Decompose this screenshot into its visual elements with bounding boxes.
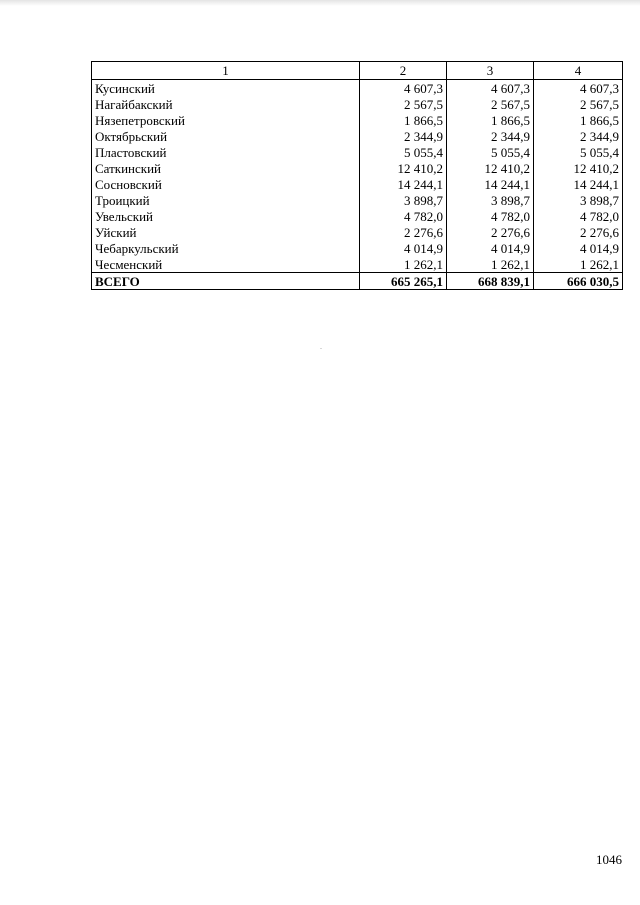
value-col-2: 1 262,1 [360, 256, 447, 273]
district-name: Октябрьский [92, 128, 360, 144]
value-col-3: 2 344,9 [447, 128, 534, 144]
table-row [92, 96, 623, 112]
value-col-4: 4 782,0 [534, 208, 623, 224]
total-col-2: 665 265,1 [360, 273, 447, 290]
value-col-2: 2 567,5 [360, 96, 447, 112]
district-name: Нагайбакский [92, 96, 360, 112]
value-col-3: 1 262,1 [447, 256, 534, 273]
column-header-4: 4 [534, 62, 623, 80]
value-col-3: 1 866,5 [447, 112, 534, 128]
value-col-4: 2 276,6 [534, 224, 623, 240]
table-row [92, 160, 623, 176]
value-col-4: 12 410,2 [534, 160, 623, 176]
value-col-2: 4 607,3 [360, 80, 447, 97]
district-name: Сосновский [92, 176, 360, 192]
table-row [92, 144, 623, 160]
column-header-1: 1 [92, 62, 360, 80]
value-col-4: 2 567,5 [534, 96, 623, 112]
table-row [92, 256, 623, 273]
column-header-3: 3 [447, 62, 534, 80]
value-col-4: 3 898,7 [534, 192, 623, 208]
value-col-4: 4 607,3 [534, 80, 623, 97]
district-name: Уйский [92, 224, 360, 240]
district-name: Саткинский [92, 160, 360, 176]
value-col-3: 3 898,7 [447, 192, 534, 208]
district-name: Троицкий [92, 192, 360, 208]
value-col-4: 5 055,4 [534, 144, 623, 160]
value-col-3: 5 055,4 [447, 144, 534, 160]
total-row [92, 273, 623, 290]
value-col-3: 2 276,6 [447, 224, 534, 240]
district-name: Чесменский [92, 256, 360, 273]
value-col-3: 2 567,5 [447, 96, 534, 112]
value-col-3: 12 410,2 [447, 160, 534, 176]
total-label: ВСЕГО [92, 273, 360, 290]
district-name: Кусинский [92, 80, 360, 97]
value-col-4: 14 244,1 [534, 176, 623, 192]
district-name: Чебаркульский [92, 240, 360, 256]
value-col-2: 5 055,4 [360, 144, 447, 160]
value-col-3: 4 014,9 [447, 240, 534, 256]
value-col-2: 4 782,0 [360, 208, 447, 224]
value-col-4: 1 262,1 [534, 256, 623, 273]
value-col-4: 1 866,5 [534, 112, 623, 128]
scan-speck [320, 348, 322, 349]
table-row [92, 192, 623, 208]
value-col-2: 3 898,7 [360, 192, 447, 208]
value-col-2: 14 244,1 [360, 176, 447, 192]
value-col-2: 4 014,9 [360, 240, 447, 256]
table-row [92, 80, 623, 97]
page-number: 1046 [596, 852, 622, 867]
value-col-3: 4 782,0 [447, 208, 534, 224]
table-row [92, 176, 623, 192]
district-name: Увельский [92, 208, 360, 224]
table-row [92, 240, 623, 256]
table-row [92, 224, 623, 240]
value-col-2: 2 344,9 [360, 128, 447, 144]
value-col-3: 4 607,3 [447, 80, 534, 97]
table-header-row [92, 62, 623, 80]
column-header-2: 2 [360, 62, 447, 80]
value-col-4: 4 014,9 [534, 240, 623, 256]
value-col-2: 1 866,5 [360, 112, 447, 128]
value-col-3: 14 244,1 [447, 176, 534, 192]
table-row [92, 208, 623, 224]
total-col-3: 668 839,1 [447, 273, 534, 290]
district-name: Нязепетровский [92, 112, 360, 128]
value-col-2: 12 410,2 [360, 160, 447, 176]
budget-table [91, 61, 623, 290]
scan-edge [0, 0, 640, 6]
value-col-4: 2 344,9 [534, 128, 623, 144]
table-row [92, 112, 623, 128]
table-row [92, 128, 623, 144]
total-col-4: 666 030,5 [534, 273, 623, 290]
district-name: Пластовский [92, 144, 360, 160]
value-col-2: 2 276,6 [360, 224, 447, 240]
